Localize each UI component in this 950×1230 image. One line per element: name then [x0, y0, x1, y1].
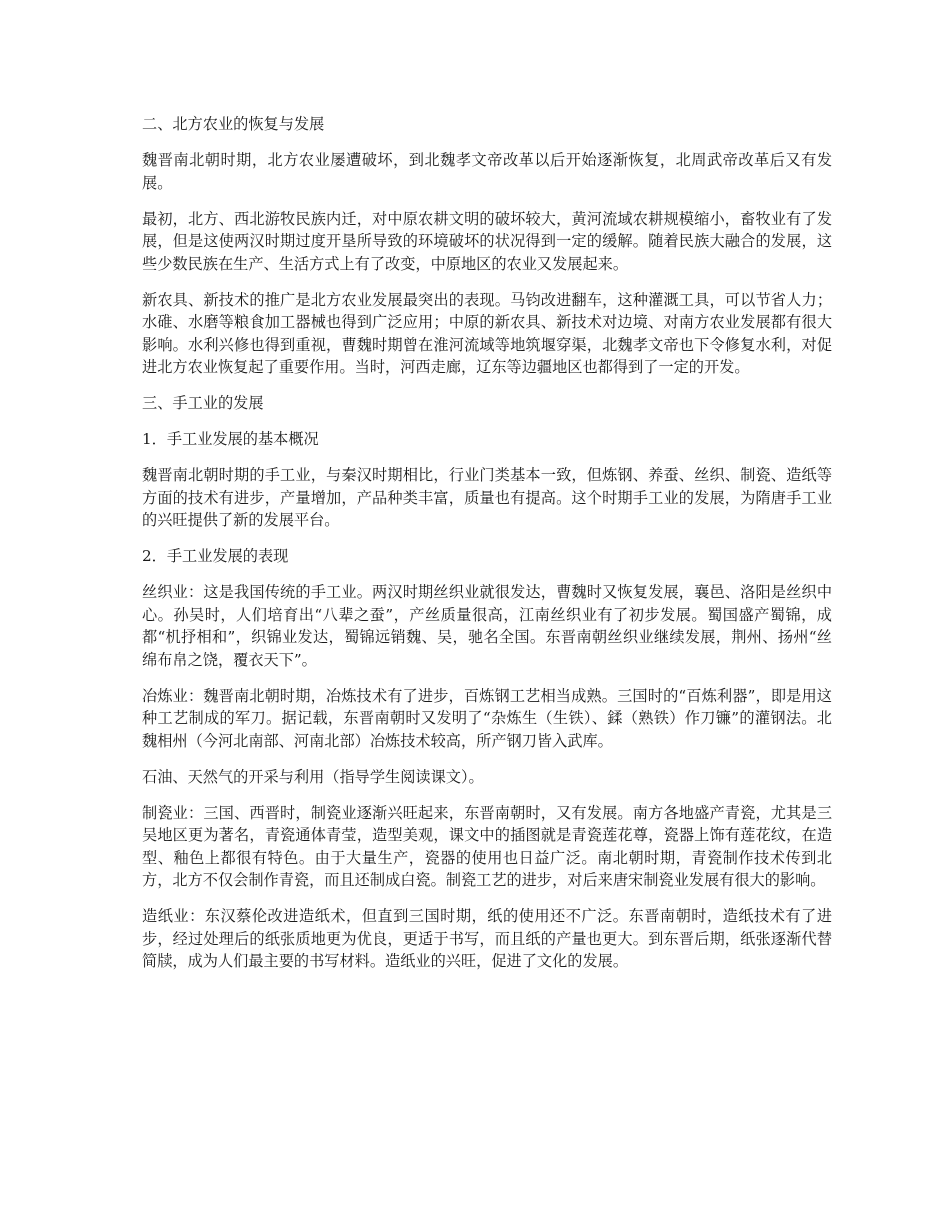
- document-page: [142, 113, 832, 986]
- paragraph-silk-industry: 丝织业：这是我国传统的手工业。两汉时期丝织业就很发达，曹魏时又恢复发展，襄邑、洛阳是丝织中心。孙吴时，人们培育出“八辈之蚕”，产丝质量很高，江南丝织业有了初步发展。蜀国盛产蜀锦，成都“机抒相和”，织锦业发达，蜀锦远销魏、吴，驰名全国。东晋南朝丝织业继续发展，荆州、扬州“丝绵布帛之饶，覆衣天下”。: [142, 583, 832, 669]
- section-heading-northern-agriculture: 二、北方农业的恢复与发展: [142, 115, 325, 133]
- subsection-heading-overview: 1．手工业发展的基本概况: [142, 430, 319, 448]
- subsection-heading-manifestations: 2．手工业发展的表现: [142, 547, 289, 565]
- paragraph-oil-gas: 石油、天然气的开采与利用（指导学生阅读课文）。: [142, 767, 484, 786]
- paragraph-nomadic-migration: 最初，北方、西北游牧民族内迁，对中原农耕文明的破坏较大，黄河流域农耕规模缩小，畜牧业有了发展，但是这使两汉时期过度开垦所导致的环境破坏的状况得到一定的缓解。随着民族大融合的发展，这些少数民族在生产、生活方式上有了改变，中原地区的农业又发展起来。: [142, 209, 832, 273]
- paragraph-handicraft-overview: 魏晋南北朝时期的手工业，与秦汉时期相比，行业门类基本一致，但炼钢、养蚕、丝织、制瓷、造纸等方面的技术有进步，产量增加，产品种类丰富，质量也有提高。这个时期手工业的发展，为隋唐手工业的兴旺提供了新的发展平台。: [142, 466, 832, 529]
- paragraph-new-tools: 新农具、新技术的推广是北方农业发展最突出的表现。马钧改进翻车，这种灌溉工具，可以节省人力；水碓、水磨等粮食加工器械也得到广泛应用；中原的新农具、新技术对边境、对南方农业发展都有很大影响。水利兴修也得到重视，曹魏时期曾在淮河流域等地筑堰穿渠，北魏孝文帝也下令修复水利，对促进北方农业恢复起了重要作用。当时，河西走廊，辽东等边疆地区也都得到了一定的开发。: [142, 290, 832, 376]
- paragraph-porcelain-industry: 制瓷业：三国、西晋时，制瓷业逐渐兴旺起来，东晋南朝时，又有发展。南方各地盛产青瓷，尤其是三吴地区更为著名，青瓷通体青莹，造型美观，课文中的插图就是青瓷莲花尊，瓷器上饰有莲花纹，在造型、釉色上都很有特色。由于大量生产，瓷器的使用也日益广泛。南北朝时期，青瓷制作技术传到北方，北方不仅会制作青瓷，而且还制成白瓷。制瓷工艺的进步，对后来唐宋制瓷业发展有很大的影响。: [142, 803, 832, 889]
- section-heading-handicraft: 三、手工业的发展: [142, 394, 264, 412]
- paragraph-papermaking: 造纸业：东汉蔡伦改进造纸术，但直到三国时期，纸的使用还不广泛。东晋南朝时，造纸技术有了进步，经过处理后的纸张质地更为优良，更适于书写，而且纸的产量也更大。到东晋后期，纸张逐渐代替简牍，成为人们最主要的书写材料。造纸业的兴旺，促进了文化的发展。: [142, 907, 832, 970]
- paragraph-agriculture-overview: 魏晋南北朝时期，北方农业屡遭破坏，到北魏孝文帝改革以后开始逐渐恢复，北周武帝改革后又有发展。: [142, 151, 832, 192]
- paragraph-smelting-industry: 冶炼业：魏晋南北朝时期，冶炼技术有了进步，百炼钢工艺相当成熟。三国时的“百炼利器”，即是用这种工艺制成的军刀。据记载，东晋南朝时又发明了“杂炼生（生铁）、鍒（熟铁）作刀镰”的灌钢法。北魏相州（今河北南部、河南北部）冶炼技术较高，所产钢刀皆入武库。: [142, 686, 832, 750]
